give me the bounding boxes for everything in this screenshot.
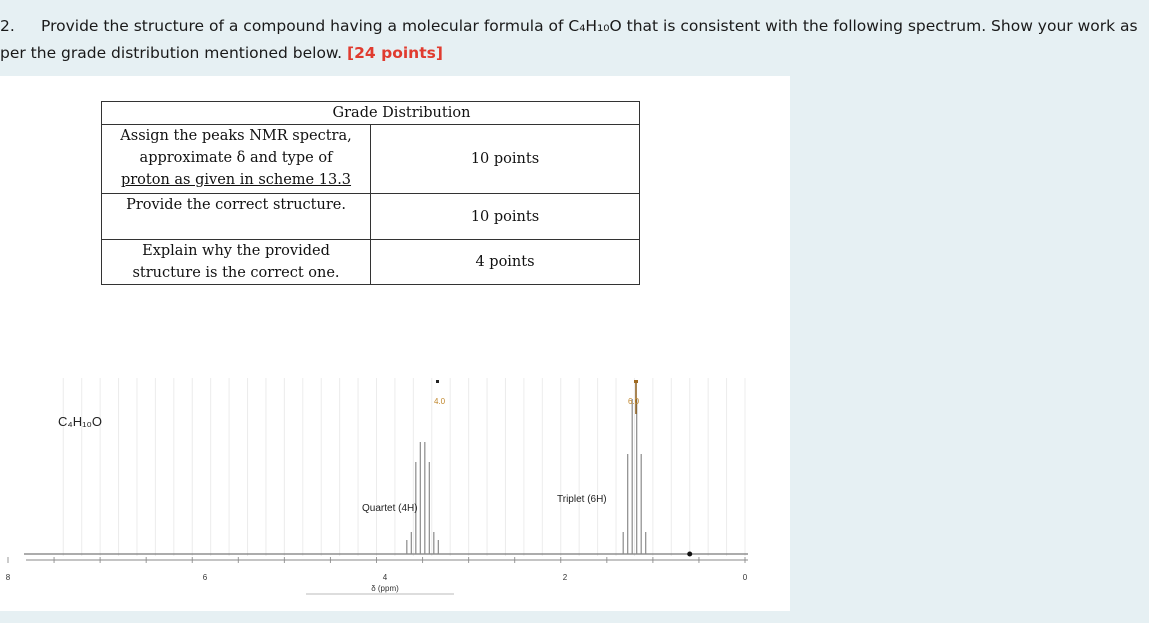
grade-table-row (102, 125, 640, 194)
spectrum-trace (24, 399, 748, 557)
points-cell: 10 points (371, 125, 640, 194)
quartet-integral-value: 4.0 (434, 397, 446, 406)
x-axis-title: δ (ppm) (371, 584, 399, 593)
criterion-cell (102, 240, 371, 285)
quartet-label: Quartet (4H) (362, 503, 418, 514)
criterion-line: approximate δ and type of (139, 150, 333, 166)
criterion-cell (102, 194, 371, 240)
grade-distribution-table (101, 101, 640, 285)
triplet-integral-value: 6.0 (628, 397, 640, 406)
grade-table-header: Grade Distribution (102, 102, 640, 125)
compound-formula: C₄H₁₀O (58, 414, 102, 429)
grade-table-row (102, 194, 640, 240)
x-tick-label: 4 (382, 573, 388, 582)
criterion-cell (102, 125, 371, 194)
criterion-line: proton as given in scheme 13.3 (120, 172, 352, 188)
question-text (0, 13, 1145, 67)
triplet-label: Triplet (6H) (557, 494, 607, 505)
points-cell: 4 points (371, 240, 640, 285)
question-points: [24 points] (347, 44, 443, 62)
x-tick-label: 6 (202, 573, 208, 582)
criterion-line: Provide the correct structure. (126, 197, 346, 213)
content-panel (0, 76, 790, 611)
x-tick-label: 8 (5, 573, 11, 582)
nmr-spectrum (0, 374, 790, 602)
question-body: Provide the structure of a compound having a molecular formula of C₄H₁₀O that is consistent with the following spectrum. Show your work as per the grade distribution mentioned below. (0, 17, 1138, 62)
criterion-line: Explain why the provided (142, 243, 330, 259)
triplet-marker-cap (634, 380, 638, 383)
reference-dot (687, 552, 692, 557)
criterion-line: Assign the peaks NMR spectra, (120, 128, 352, 144)
x-tick-label: 0 (742, 573, 748, 582)
quartet-marker-dot (436, 380, 439, 383)
x-tick-label: 2 (562, 573, 568, 582)
points-cell: 10 points (371, 194, 640, 240)
criterion-line: structure is the correct one. (132, 265, 340, 281)
grade-table-row (102, 240, 640, 285)
question-number: 2. (0, 17, 15, 35)
